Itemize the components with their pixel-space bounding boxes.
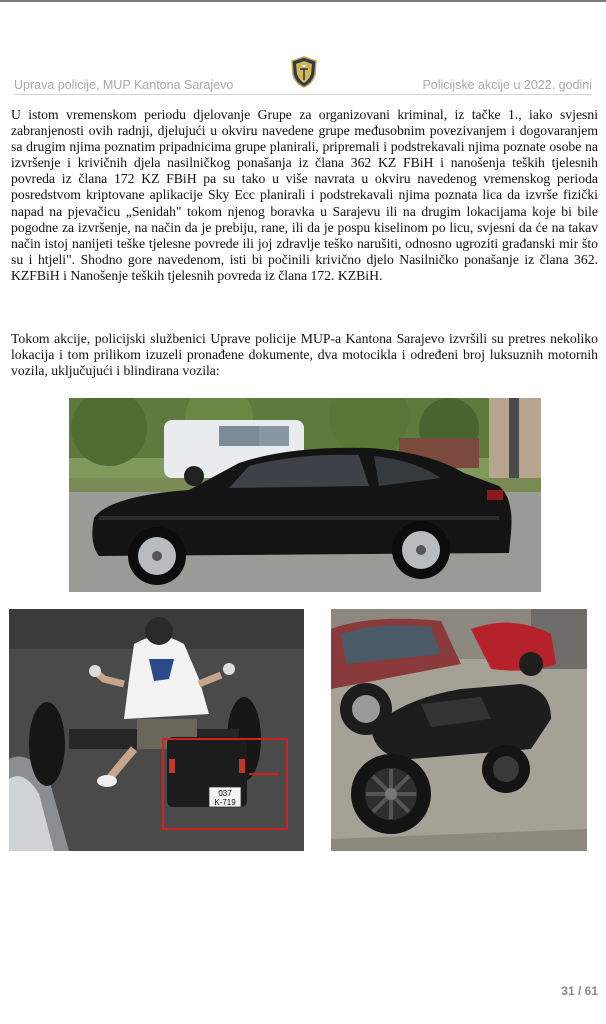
police-crest-icon bbox=[291, 56, 317, 88]
top-border bbox=[0, 0, 606, 2]
plate-line-2: K-719 bbox=[214, 798, 236, 807]
header-left-text: Uprava policije, MUP Kantona Sarajevo bbox=[14, 78, 234, 92]
photo-trike-rider bbox=[9, 609, 304, 851]
paragraph-2: Tokom akcije, policijski službenici Uprave policije MUP-a Kantona Sarajevo izvršili su pretres nekoliko lokacija i tom prilikom izuzeli pronađene dokumente, dva motocikla i određeni broj luksuznih motornih vozila, uključujući i blindirana vozila: bbox=[11, 331, 598, 379]
photo-black-sedan bbox=[69, 398, 541, 592]
page-number: 31 / 61 bbox=[561, 984, 598, 998]
photo-parked-trike bbox=[331, 609, 587, 851]
plate-line-1: 037 bbox=[218, 789, 232, 798]
page-header bbox=[14, 60, 592, 90]
header-divider bbox=[14, 94, 592, 95]
header-right-text: Policijske akcije u 2022. godini bbox=[422, 78, 592, 92]
paragraph-1: U istom vremenskom periodu djelovanje Grupe za organizovani kriminal, iz tačke 1., iako svjesni zabranjenosti ovih radnji, djelujući u okviru navedene grupe međusobnim povezivanjem i dogovaranjem sa drugim njima poznatim pripadnicima grupe planirali, pripremali i podstrekavali njima poznate osobe na izvršenje i krivičnih djela nasilničkog ponašanja iz člana 362 KZ FBiH i nanošenja teških tjelesnih povreda iz člana 172 KZ FBiH pa su tako u više navrata u okviru navedenog vremenskog perioda posredstvom kriptovane aplikacije Sky Ecc planirali i podstrekavali njima poznata lica da izvrše fizički napad na pjevačicu „Senidah" tokom njenog boravka u Sarajevu ili na drugim lokacijama koje bi bile pogodne za izvršenje, na način da je prebiju, rane, ili da je pospu kiselinom po licu, svjesni da će na takav način istoj nanijeti teške tjelesne povrede ili joj zdravlje teško narušiti, odnosno ugroziti građanski mir što su i htjeli". Shodno gore navedenom, isti bi počinili krivično djelo Nasilničko ponašanje iz člana 362. KZFBiH i Nanošenje teških tjelesnih povreda iz člana 172. KZBiH. bbox=[11, 107, 598, 283]
